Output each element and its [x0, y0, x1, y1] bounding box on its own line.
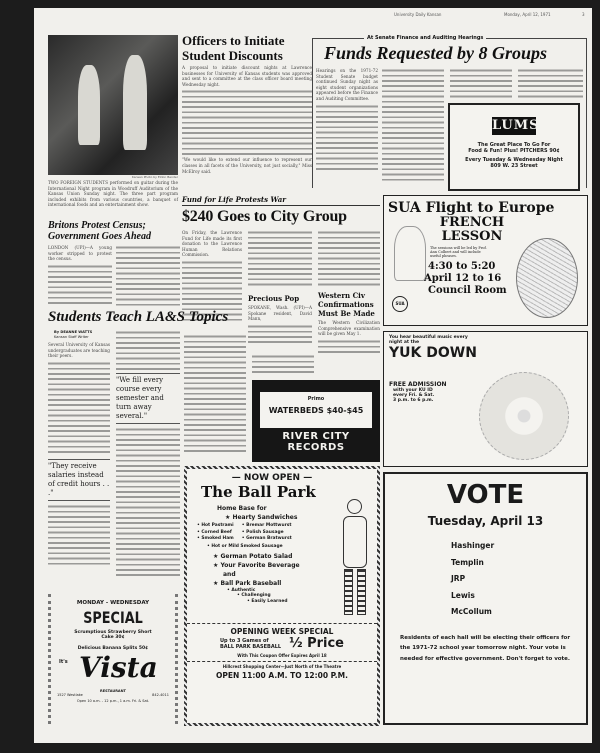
vista-logo: Vista	[79, 651, 158, 684]
students-body-4	[48, 504, 110, 568]
yuk-detail2: every Fri. & Sat.	[393, 393, 435, 398]
baseball-feature: • Authentic	[227, 587, 256, 593]
yuk-name: YUK DOWN	[389, 345, 477, 361]
vista-item2: Delicious Banana Splits 50¢	[77, 646, 149, 651]
funds-col1	[316, 68, 378, 170]
sua-dates: April 12 to 16	[424, 273, 502, 284]
students-headline: Students Teach LA&S Topics	[48, 309, 229, 325]
paper-name: University Daily Kansan	[394, 12, 442, 17]
hall-name: Templin	[451, 557, 484, 567]
yuk-intro: You hear beautiful music every night at the	[389, 335, 468, 345]
sua-lesson: FRENCH LESSON	[439, 215, 505, 244]
ball-park-name: The Ball Park	[201, 483, 316, 501]
vista-its: It's	[59, 659, 68, 665]
britons-body-1	[48, 264, 112, 306]
menu-item: • Hot Pastrami	[197, 523, 234, 528]
ball-park-sandwiches: ★ Hearty Sandwiches	[225, 514, 298, 521]
sua-logo: SUA	[392, 296, 408, 312]
sua-ad	[383, 195, 588, 326]
river-city-store: RIVER CITY RECORDS	[282, 431, 350, 453]
hall-name: JRP	[451, 574, 466, 583]
menu-item: • German Bratwurst	[241, 536, 292, 541]
vote-title: VOTE	[446, 480, 525, 510]
ball-park-item: ★ Your Favorite Beverage	[213, 561, 300, 569]
precious-pop-article	[248, 294, 312, 346]
western-body	[318, 339, 380, 353]
precious-pop-body	[248, 324, 312, 346]
precious-pop-lead: SPOKANE, Wash. (UPI)—A Spokane resident, David Mann,	[248, 305, 312, 322]
coupon-text: With This Coupon Offer Expires April 18	[237, 653, 327, 658]
vista-special: SPECIAL	[83, 608, 143, 627]
vista-item1: Scrumptious Strawberry Short Cake 30¢	[74, 630, 152, 640]
ball-park-item: and	[223, 570, 236, 578]
vista-address: 1527 Westlake	[57, 693, 83, 697]
students-col2	[116, 330, 180, 577]
fund-for-life-lead: On Friday, the Lawrence Fund for Life made its first donation to the Lawrence Human Relations Commission.	[182, 230, 242, 258]
fund-for-life-body-3	[318, 230, 380, 286]
funds-body-col3	[450, 68, 512, 98]
fund-for-life-kicker: Fund for Life Protests War	[182, 195, 286, 204]
ball-park-special	[187, 623, 377, 658]
river-city-records-ad	[252, 380, 380, 462]
newspaper-page	[34, 8, 592, 743]
funds-headline: Funds Requested by 8 Groups	[324, 43, 548, 63]
students-body-6	[252, 354, 314, 374]
hall-name: Hashinger	[451, 541, 495, 550]
precious-pop-headline: Precious Pop	[248, 294, 300, 303]
lums-line3: Every Tuesday & Wednesday Night	[465, 157, 563, 163]
ball-park-ad	[184, 466, 380, 726]
lums-logo: LUMS	[492, 118, 540, 133]
vista-days: MONDAY - WEDNESDAY	[76, 600, 150, 606]
fund-for-life-body-2	[248, 230, 312, 288]
ball-park-item: ★ German Potato Salad	[213, 552, 293, 560]
yuk-free: FREE ADMISSION	[389, 381, 447, 388]
sua-time: 4:30 to 5:20	[428, 261, 496, 272]
baseball-player-illustration	[337, 499, 373, 617]
students-pull-quote-2: "They receive salaries instead of credit hours . . ."	[48, 459, 110, 501]
special-title: OPENING WEEK SPECIAL	[230, 627, 334, 636]
students-body-3	[116, 427, 180, 577]
funds-kicker: At Senate Finance and Auditing Hearings	[364, 35, 486, 41]
baseball-feature: • Challenging	[237, 593, 271, 598]
page-number: 3	[582, 12, 585, 17]
sua-desc: The sessions will be led by Prof. Ann Colbert and will include useful phrases.	[430, 246, 487, 258]
students-pull-quote-1: "We fill every course every semester and turn away several."	[116, 373, 180, 424]
officers-article	[182, 33, 312, 174]
vista-sub: RESTAURANT	[100, 689, 126, 693]
fund-for-life-headline: $240 Goes to City Group	[182, 208, 347, 225]
britons-lead: LONDON (UPI)—A young worker stripped to protest the census.	[48, 245, 112, 262]
ball-park-home-base: Home Base for	[217, 505, 267, 512]
funds-body-col2	[382, 68, 444, 183]
vista-hours: Open 10 a.m. - 12 p.m., 1 a.m. Fri. & Sat.	[76, 699, 150, 703]
baseball-feature: • Easily Learned	[247, 598, 288, 604]
photo-caption: TWO FOREIGN STUDENTS performed on guitar during the International Night program in Woodruff Auditorium of the Kansas Union Sunday night. The three part program included exhibits from various countries, a banquet of international foods and an entertainment show.	[48, 180, 178, 208]
photo-credit: Kansan Photo by Eldon Bender	[131, 175, 178, 179]
lums-line2: Food & Fun! Plus! PITCHERS 90¢	[468, 148, 560, 154]
western-article	[318, 291, 380, 353]
officers-closing: "We would like to extend our influence to represent our classes in all facets of the University, not just socially," Miss McElroy said.	[182, 157, 312, 174]
yuk-down-ad	[383, 331, 588, 467]
ball-park-location: Hillcrest Shopping Center—Just North of the Theatre	[222, 664, 342, 669]
hall-name: Lewis	[451, 590, 475, 600]
vote-ad	[383, 472, 588, 725]
vista-phone: 842-4011	[152, 693, 169, 697]
photo-foreign-students	[48, 35, 178, 175]
lums-address: 809 W. 23 Street	[490, 163, 538, 169]
vote-date: Tuesday, April 13	[427, 514, 544, 528]
students-body-1	[48, 361, 110, 456]
western-headline: Western Civ Confirmations Must Be Made	[318, 291, 375, 318]
photo-section	[48, 35, 178, 208]
funds-body-col1	[316, 104, 378, 170]
funds-lead: Hearings on the 1971-72 Student Senate budget continued Sunday night as eight student organizations appeared before the Finance and Auditing Committee.	[316, 68, 378, 101]
special-line2: BALL PARK BASEBALL	[220, 643, 282, 650]
menu-item: • Corned Beef	[197, 529, 232, 535]
vista-ad	[48, 594, 178, 724]
menu-item: • Bremar Mottwurst	[241, 523, 292, 528]
fund-for-life-header	[182, 195, 380, 226]
funds-body-col4	[518, 68, 583, 98]
river-city-product: WATERBEDS $40-$45	[268, 406, 364, 415]
officers-headline: Officers to Initiate Student Discounts	[182, 33, 285, 63]
students-col1	[48, 330, 110, 568]
menu-item: • Hot or Mild Smoked Sausage	[207, 543, 283, 549]
ball-park-now-open: — NOW OPEN —	[231, 473, 313, 483]
river-city-label: Primo	[307, 396, 325, 402]
hall-name: McCollum	[451, 607, 492, 616]
britons-headline: Britons Protest Census; Government Goes Ahead	[48, 220, 151, 242]
britons-article	[48, 220, 180, 307]
sua-place: Council Room	[428, 285, 507, 296]
students-byline-title: Kansan Staff Writer	[54, 335, 89, 339]
students-body-2	[116, 330, 180, 370]
sua-illustration-figure	[394, 226, 426, 281]
students-byline: By DEANNE WATTS	[54, 330, 93, 334]
britons-body-2	[116, 245, 180, 307]
ball-park-item: ★ Ball Park Baseball	[213, 579, 282, 587]
students-body-5	[184, 334, 246, 454]
officers-lead: A proposal to initiate discount nights at Lawrence businesses for University of Kansas students was approved and sent to a committee at the class officer board meeting Wednesday night.	[182, 65, 312, 87]
sua-title: SUA Flight to Europe	[388, 200, 555, 216]
vote-body: Residents of each hall will be electing their officers for the 1971-72 school year tomorrow night. Your vote is needed for effective government. Don't forget to vote.	[400, 634, 571, 662]
ball-park-hours: OPEN 11:00 A.M. TO 12:00 P.M.	[216, 671, 348, 680]
special-line1: Up to 3 Games of	[220, 637, 269, 644]
yuk-detail1: with your KU ID	[393, 388, 433, 393]
special-price: ½ Price	[289, 636, 344, 651]
yuk-detail3: 3 p.m. to 6 p.m.	[393, 398, 434, 403]
page-date: Monday, April 12, 1971	[504, 12, 551, 17]
lums-ad	[448, 103, 580, 191]
menu-item: • Smoked Ham	[197, 536, 234, 541]
western-lead: The Western Civilization Comprehensive examination will be given May 1.	[318, 320, 380, 337]
menu-item: • Polish Sausage	[241, 529, 284, 535]
lums-line1: The Great Place To Go For	[477, 142, 551, 148]
students-lead: Several University of Kansas undergraduates are teaching their peers.	[48, 342, 110, 359]
officers-body	[182, 89, 312, 155]
ball-park-top	[187, 469, 377, 619]
